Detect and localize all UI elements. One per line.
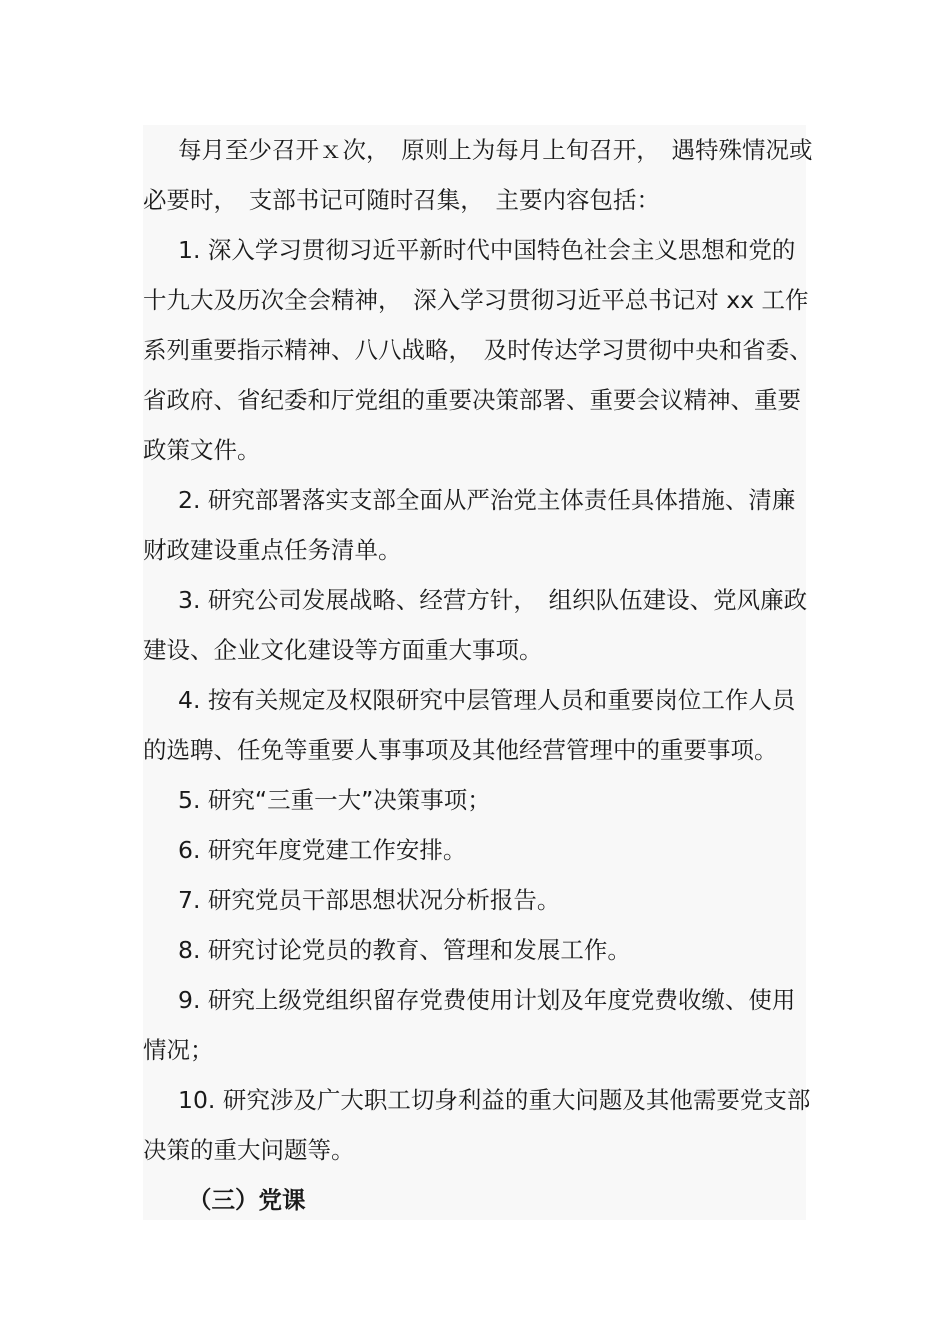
paragraph-intro: 每月至少召开ｘ次， 原则上为每月上旬召开， 遇特殊情况或必要时， 支部书记可随时召集， 主要内容包括：	[143, 136, 813, 214]
list-item-7: 7. 研究党员干部思想状况分析报告。	[178, 886, 561, 914]
list-item-10: 10. 研究涉及广大职工切身利益的重大问题及其他需要党支部决策的重大问题等。	[143, 1086, 811, 1164]
list-item-3: 3. 研究公司发展战略、经营方针， 组织队伍建设、党风廉政建设、企业文化建设等方面重大事项。	[143, 586, 808, 664]
list-item-2: 2. 研究部署落实支部全面从严治党主体责任具体措施、清廉财政建设重点任务清单。	[143, 486, 796, 564]
list-item-6: 6. 研究年度党建工作安排。	[178, 836, 467, 864]
list-item-1: 1. 深入学习贯彻习近平新时代中国特色社会主义思想和党的十九大及历次全会精神， 深入学习贯彻习近平总书记对 xx 工作系列重要指示精神、八八战略， 及时传达学习贯彻中央和省委、省政府、省纪委和厅党组的重要决策部署、重要会议精神、重要政策文件。	[143, 236, 813, 464]
list-item-8: 8. 研究讨论党员的教育、管理和发展工作。	[178, 936, 631, 964]
list-item-9: 9. 研究上级党组织留存党费使用计划及年度党费收缴、使用情况；	[143, 986, 796, 1064]
document-body	[143, 125, 815, 1225]
list-item-4: 4. 按有关规定及权限研究中层管理人员和重要岗位工作人员的选聘、任免等重要人事事项及其他经营管理中的重要事项。	[143, 686, 796, 764]
list-item-5: 5. 研究“三重一大”决策事项；	[178, 786, 491, 814]
section-heading: （三）党课	[188, 1186, 306, 1214]
